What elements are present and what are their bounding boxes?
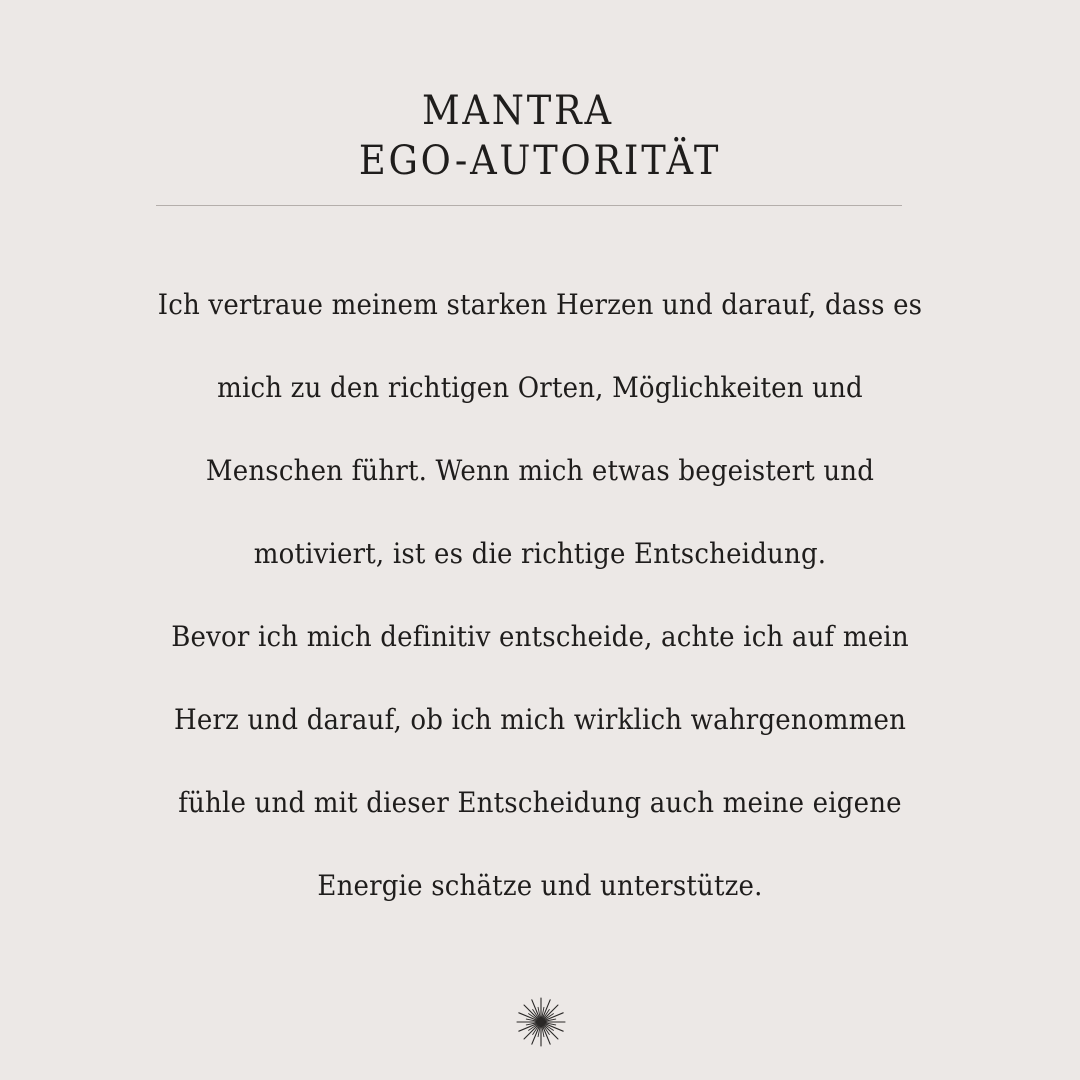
mantra-text [60, 263, 1020, 927]
mantra-line: fühle und mit dieser Entscheidung auch meine eigene [178, 786, 902, 819]
page-title [43, 86, 1037, 186]
mantra-line: Herz und darauf, ob ich mich wirklich wahrgenommen [173, 703, 907, 736]
mantra-line: Energie schätze und unterstütze. [317, 869, 763, 902]
title-line-mantra: MANTRA [421, 88, 614, 134]
starburst-icon [515, 996, 567, 1048]
divider [156, 205, 902, 206]
mantra-line: Menschen führt. Wenn mich etwas begeistert und [205, 454, 875, 487]
title-line-ego-autoritaet: EGO-AUTORITÄT [358, 138, 722, 184]
mantra-line: Ich vertraue meinem starken Herzen und darauf, dass es [157, 288, 923, 321]
mantra-line: Bevor ich mich definitiv entscheide, achte ich auf mein [171, 620, 909, 653]
mantra-line: mich zu den richtigen Orten, Möglichkeiten und [217, 371, 863, 404]
mantra-line: motiviert, ist es die richtige Entscheidung. [253, 537, 827, 570]
